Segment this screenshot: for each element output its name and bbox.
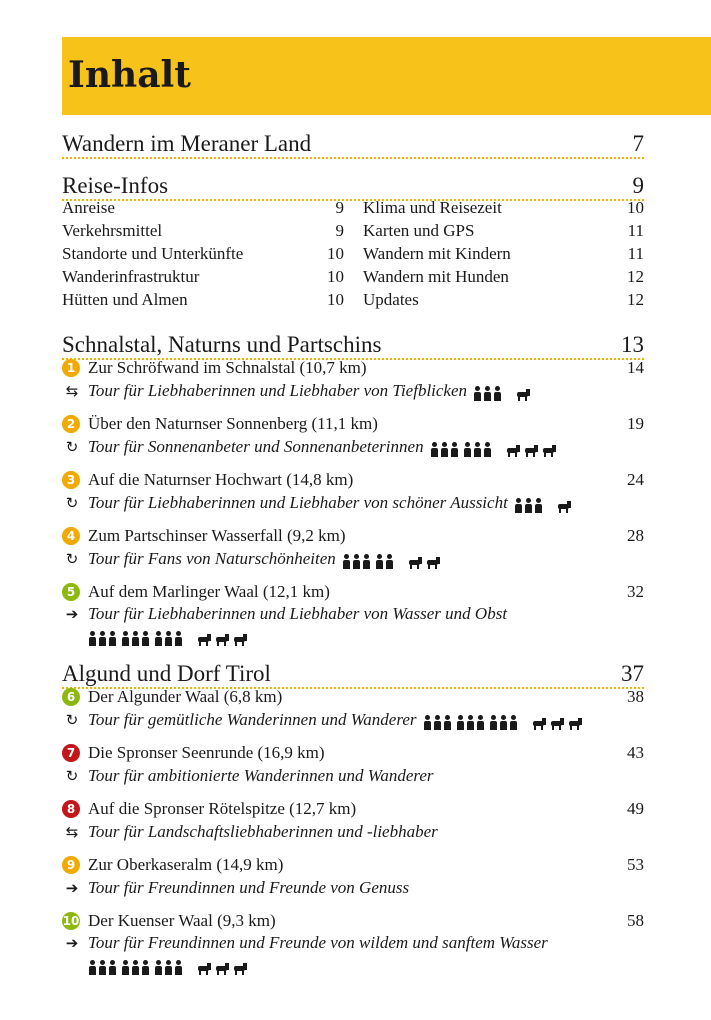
person-icon — [489, 715, 498, 730]
dog-icon — [216, 634, 231, 646]
dog-icon — [198, 963, 213, 975]
tour-page: 24 — [627, 470, 644, 489]
person-icon — [483, 386, 492, 401]
person-icon — [131, 960, 140, 975]
tour-tagline: Tour für Liebhaberinnen und Liebhaber von Wasser und Obst — [88, 604, 508, 623]
dog-rating-icons — [517, 385, 535, 401]
section-heading[interactable] — [62, 332, 644, 360]
entry-label: Karten und GPS — [363, 221, 475, 240]
dog-icon — [551, 718, 566, 730]
person-icon — [352, 554, 361, 569]
dog-icon — [507, 445, 522, 457]
person-icon — [88, 960, 97, 975]
one-way-icon: ➔ — [65, 605, 79, 623]
tour-detail-8 — [62, 821, 644, 843]
person-icon — [443, 715, 452, 730]
section-page: 13 — [621, 332, 644, 357]
family-rating-icons — [423, 714, 519, 730]
person-icon — [342, 554, 351, 569]
toc-entry[interactable] — [363, 243, 644, 265]
entry-page: 10 — [327, 244, 344, 263]
tour-title: Auf die Naturnser Hochwart (14,8 km) — [88, 470, 354, 489]
tour-ratings-10 — [62, 955, 644, 977]
entry-label: Wanderinfrastruktur — [62, 267, 200, 286]
tour-tagline: Tour für gemütliche Wanderinnen und Wanderer — [88, 709, 587, 732]
tour-entry-7[interactable] — [62, 742, 644, 764]
rating-icons — [342, 549, 445, 571]
person-icon — [174, 631, 183, 646]
tour-number-badge: 9 — [62, 856, 80, 874]
dog-rating-icons — [198, 630, 252, 646]
tour-title: Zur Oberkaseralm (14,9 km) — [88, 855, 284, 874]
entry-page: 10 — [327, 290, 344, 309]
tour-entry-9[interactable] — [62, 854, 644, 876]
dog-icon — [234, 634, 249, 646]
loop-icon: ↻ — [65, 494, 79, 512]
dog-icon — [427, 557, 442, 569]
dog-icon — [234, 963, 249, 975]
section-heading[interactable] — [62, 661, 644, 689]
toc-entry[interactable] — [62, 266, 344, 288]
entry-page: 10 — [327, 267, 344, 286]
tour-page: 43 — [627, 743, 644, 762]
dog-icon — [198, 634, 213, 646]
rating-icons — [423, 710, 587, 732]
loop-icon: ↻ — [65, 550, 79, 568]
person-icon — [108, 960, 117, 975]
tour-tagline: Tour für ambitionierte Wanderinnen und Wanderer — [88, 766, 434, 785]
tour-title: Zur Schröfwand im Schnalstal (10,7 km) — [88, 358, 367, 377]
tour-detail-2 — [62, 436, 644, 458]
tour-title: Der Algunder Waal (6,8 km) — [88, 687, 283, 706]
loop-icon: ↻ — [65, 711, 79, 729]
person-icon — [476, 715, 485, 730]
person-icon — [450, 442, 459, 457]
entry-label: Wandern mit Hunden — [363, 267, 509, 286]
person-icon — [154, 631, 163, 646]
one-way-icon: ➔ — [65, 934, 79, 952]
tour-detail-9 — [62, 877, 644, 899]
section-page: 9 — [632, 173, 644, 198]
entry-page: 11 — [627, 221, 644, 240]
toc-entry[interactable] — [62, 197, 344, 219]
tour-entry-5[interactable] — [62, 581, 644, 603]
family-rating-icons — [473, 385, 503, 401]
dog-rating-icons — [558, 497, 576, 513]
person-icon — [154, 960, 163, 975]
rating-icons — [88, 955, 252, 977]
person-icon — [509, 715, 518, 730]
tour-page: 19 — [627, 414, 644, 433]
toc-entry[interactable] — [62, 243, 344, 265]
entry-label: Wandern mit Kindern — [363, 244, 511, 263]
dog-icon — [533, 718, 548, 730]
tour-title: Der Kuenser Waal (9,3 km) — [88, 911, 276, 930]
entry-page: 12 — [627, 290, 644, 309]
entry-label: Klima und Reisezeit — [363, 198, 502, 217]
tour-detail-1 — [62, 380, 644, 402]
family-rating-icons — [342, 553, 395, 569]
tour-number-badge: 8 — [62, 800, 80, 818]
tour-number-badge: 10 — [62, 914, 80, 928]
tour-title: Über den Naturnser Sonnenberg (11,1 km) — [88, 414, 378, 433]
tour-entry-2[interactable] — [62, 413, 644, 435]
tour-ratings-5 — [62, 626, 644, 648]
page-title: Inhalt — [68, 54, 191, 96]
tour-detail-7 — [62, 765, 644, 787]
dog-icon — [543, 445, 558, 457]
family-rating-icons — [88, 630, 184, 646]
section-title: Reise-Infos — [62, 173, 169, 198]
person-icon — [514, 498, 523, 513]
person-icon — [499, 715, 508, 730]
dog-icon — [569, 718, 584, 730]
tour-page: 49 — [627, 799, 644, 818]
rating-icons — [473, 381, 535, 403]
tour-tagline: Tour für Sonnenanbeter und Sonnenanbeterinnen — [88, 436, 561, 459]
person-icon — [98, 631, 107, 646]
tour-page: 53 — [627, 855, 644, 874]
person-icon — [473, 386, 482, 401]
tour-number-badge: 7 — [62, 744, 80, 762]
section-page: 7 — [632, 131, 644, 156]
dog-rating-icons — [507, 441, 561, 457]
dog-icon — [216, 963, 231, 975]
entry-label: Standorte und Unterkünfte — [62, 244, 244, 263]
tour-page: 28 — [627, 526, 644, 545]
rating-icons — [514, 493, 576, 515]
person-icon — [88, 631, 97, 646]
tour-detail-3 — [62, 492, 644, 514]
entry-label: Updates — [363, 290, 419, 309]
entry-page: 9 — [335, 198, 344, 217]
person-icon — [164, 631, 173, 646]
tour-entry-1[interactable] — [62, 357, 644, 379]
dog-icon — [525, 445, 540, 457]
person-icon — [131, 631, 140, 646]
person-icon — [440, 442, 449, 457]
tour-detail-4 — [62, 548, 644, 570]
person-icon — [174, 960, 183, 975]
person-icon — [466, 715, 475, 730]
toc-entry[interactable] — [363, 266, 644, 288]
rating-icons — [430, 437, 561, 459]
tour-page: 14 — [627, 358, 644, 377]
tour-tagline: Tour für Freundinnen und Freunde von wildem und sanftem Wasser — [88, 933, 548, 952]
section-page: 37 — [621, 661, 644, 686]
tour-number-badge: 4 — [62, 527, 80, 545]
person-icon — [493, 386, 502, 401]
person-icon — [483, 442, 492, 457]
tour-page: 32 — [627, 582, 644, 601]
toc-entry[interactable] — [363, 220, 644, 242]
person-icon — [433, 715, 442, 730]
tour-tagline: Tour für Liebhaberinnen und Liebhaber von Tiefblicken — [88, 380, 535, 403]
tour-tagline: Tour für Landschaftsliebhaberinnen und -liebhaber — [88, 822, 438, 841]
family-rating-icons — [430, 441, 493, 457]
tour-detail-6 — [62, 709, 644, 731]
tour-title: Zum Partschinser Wasserfall (9,2 km) — [88, 526, 346, 545]
tour-title: Auf die Spronser Rötelspitze (12,7 km) — [88, 799, 357, 818]
dog-icon — [558, 501, 573, 513]
section-title: Algund und Dorf Tirol — [62, 661, 271, 686]
there-and-back-icon: ⇆ — [65, 823, 79, 841]
dog-rating-icons — [198, 959, 252, 975]
tour-entry-4[interactable] — [62, 525, 644, 547]
person-icon — [463, 442, 472, 457]
rating-icons — [88, 626, 252, 648]
person-icon — [456, 715, 465, 730]
person-icon — [141, 631, 150, 646]
person-icon — [121, 631, 130, 646]
tour-tagline: Tour für Liebhaberinnen und Liebhaber von schöner Aussicht — [88, 492, 576, 515]
loop-icon: ↻ — [65, 438, 79, 456]
person-icon — [362, 554, 371, 569]
dog-icon — [517, 389, 532, 401]
tour-tagline: Tour für Fans von Naturschönheiten — [88, 548, 445, 571]
there-and-back-icon: ⇆ — [65, 382, 79, 400]
tour-title: Die Spronser Seenrunde (16,9 km) — [88, 743, 325, 762]
toc-entry[interactable] — [62, 289, 344, 311]
tour-number-badge: 5 — [62, 583, 80, 601]
person-icon — [423, 715, 432, 730]
tour-detail-10 — [62, 932, 644, 954]
loop-icon: ↻ — [65, 767, 79, 785]
entry-label: Hütten und Almen — [62, 290, 188, 309]
toc-entry[interactable] — [363, 197, 644, 219]
entry-page: 12 — [627, 267, 644, 286]
person-icon — [473, 442, 482, 457]
tour-page: 38 — [627, 687, 644, 706]
entry-label: Verkehrsmittel — [62, 221, 163, 240]
person-icon — [108, 631, 117, 646]
one-way-icon: ➔ — [65, 879, 79, 897]
toc-entry[interactable] — [363, 289, 644, 311]
person-icon — [430, 442, 439, 457]
person-icon — [524, 498, 533, 513]
tour-entry-10[interactable] — [62, 910, 644, 932]
dog-rating-icons — [533, 714, 587, 730]
entry-label: Anreise — [62, 198, 115, 217]
toc-entry[interactable] — [62, 220, 344, 242]
person-icon — [164, 960, 173, 975]
person-icon — [375, 554, 384, 569]
dog-rating-icons — [409, 553, 445, 569]
tour-number-badge: 6 — [62, 688, 80, 706]
section-heading[interactable] — [62, 131, 644, 159]
family-rating-icons — [514, 497, 544, 513]
person-icon — [98, 960, 107, 975]
person-icon — [141, 960, 150, 975]
tour-entry-8[interactable] — [62, 798, 644, 820]
entry-page: 11 — [627, 244, 644, 263]
family-rating-icons — [88, 959, 184, 975]
entry-page: 10 — [627, 198, 644, 217]
tour-number-badge: 2 — [62, 415, 80, 433]
entry-page: 9 — [335, 221, 344, 240]
tour-detail-5 — [62, 603, 644, 625]
tour-tagline: Tour für Freundinnen und Freunde von Genuss — [88, 878, 410, 897]
person-icon — [385, 554, 394, 569]
person-icon — [121, 960, 130, 975]
section-title: Wandern im Meraner Land — [62, 131, 312, 156]
tour-number-badge: 1 — [62, 359, 80, 377]
person-icon — [534, 498, 543, 513]
tour-title: Auf dem Marlinger Waal (12,1 km) — [88, 582, 330, 601]
tour-page: 58 — [627, 911, 644, 930]
section-title: Schnalstal, Naturns und Partschins — [62, 332, 382, 357]
tour-number-badge: 3 — [62, 471, 80, 489]
header-band — [62, 37, 711, 115]
dog-icon — [409, 557, 424, 569]
tour-entry-3[interactable] — [62, 469, 644, 491]
tour-entry-6[interactable] — [62, 686, 644, 708]
